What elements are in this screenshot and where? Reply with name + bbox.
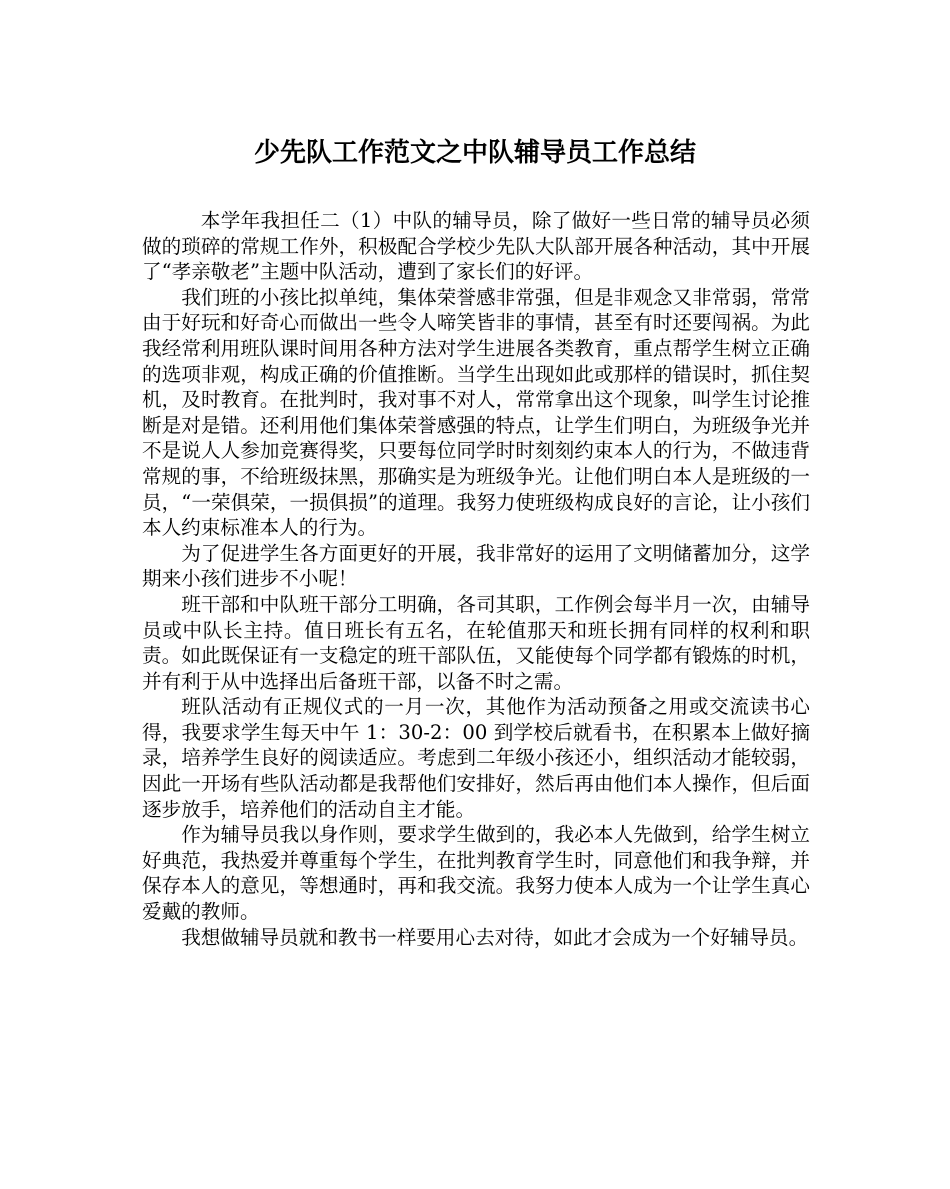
paragraph-2: 我们班的小孩比拟单纯，集体荣誉感非常强，但是非观念又非常弱，常常由于好玩和好奇心而做出一些令人啼笑皆非的事情，甚至有时还要闯祸。为此我经常利用班队课时间用各种方法对学生进展各类教育，重点帮学生树立正确的选项非观，构成正确的价值推断。当学生出现如此或那样的错误时，抓住契机，及时教育。在批判时，我对事不对人，常常拿出这个现象，叫学生讨论推断是对是错。还利用他们集体荣誉感强的特点，让学生们明白，为班级争光并不是说人人参加竞赛得奖，只要每位同学时时刻刻约束本人的行为，不做违背常规的事，不给班级抹黑，那确实是为班级争光。让他们明白本人是班级的一员，“一荣俱荣，一损俱损”的道理。我努力使班级构成良好的言论，让小孩们本人约束标准本人的行为。: [142, 285, 810, 540]
paragraph-5: 班队活动有正规仪式的一月一次，其他作为活动预备之用或交流读书心得，我要求学生每天中午 1：30-2：00 到学校后就看书，在积累本上做好摘录，培养学生良好的阅读适应。考虑到二年级小孩还小，组织活动才能较弱，因此一开场有些队活动都是我帮他们安排好，然后再由他们本人操作，但后面逐步放手，培养他们的活动自主才能。: [142, 695, 810, 821]
paragraph-7: 我想做辅导员就和教书一样要用心去对待，如此才会成为一个好辅导员。: [181, 925, 809, 949]
paragraph-3: 为了促进学生各方面更好的开展，我非常好的运用了文明储蓄加分，这学期来小孩们进步不小呢！: [142, 541, 810, 591]
document-title: 少先队工作范文之中队辅导员工作总结: [253, 138, 696, 168]
paragraph-6: 作为辅导员我以身作则，要求学生做到的，我必本人先做到，给学生树立好典范，我热爱并尊重每个学生，在批判教育学生时，同意他们和我争辩，并保存本人的意见，等想通时，再和我交流。我努力使本人成为一个让学生真心爱戴的教师。: [142, 823, 810, 924]
paragraph-4: 班干部和中队班干部分工明确，各司其职，工作例会每半月一次，由辅导员或中队长主持。值日班长有五名，在轮值那天和班长拥有同样的权利和职责。如此既保证有一支稳定的班干部队伍，又能使每个同学都有锻炼的时机，并有利于从中选择出后备班干部，以备不时之需。: [142, 592, 810, 693]
document-body: [142, 208, 810, 950]
paragraph-1: 本学年我担任二（1）中队的辅导员，除了做好一些日常的辅导员必须做的琐碎的常规工作外，积极配合学校少先队大队部开展各种活动，其中开展了“孝亲敬老”主题中队活动，遭到了家长们的好评。: [142, 209, 810, 284]
